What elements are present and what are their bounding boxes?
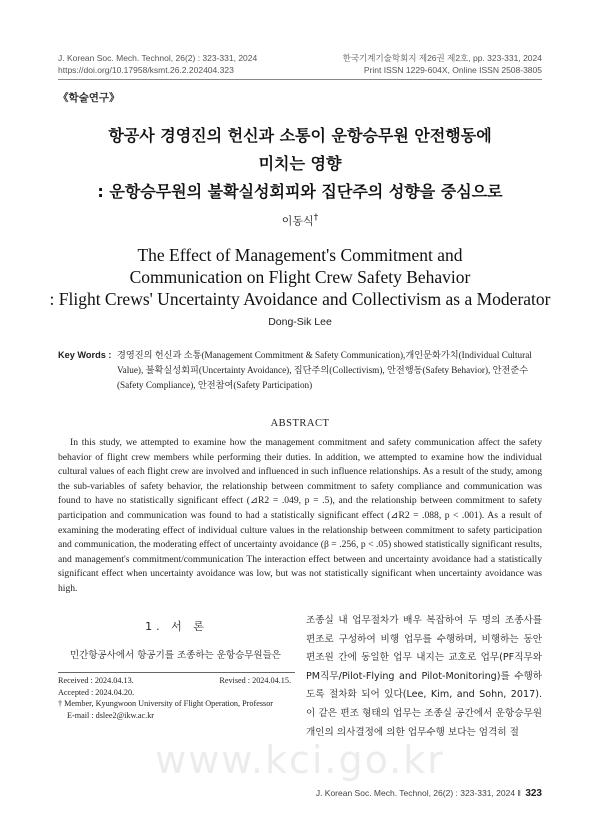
running-header-right [343, 52, 542, 76]
title-english-line-2: Communication on Flight Crew Safety Behavior [129, 267, 471, 287]
intro-paragraph-left: 민간항공사에서 항공기를 조종하는 운항승무원들은 [70, 650, 281, 661]
title-english [40, 244, 560, 310]
abstract-text: In this study, we attempted to examine how the management commitment and safety communication affect the safety behavior of flight crew members while performing their duties. In addition, we attempted to examine how the individual cultural values of each flight crew are involved and influenced in such influence relationships. As a result of the study, among the sub-variables of safety behavior, the relationship between commitment to safety compliance and communication was found to have no statistically significant effect (⊿R2 = .049, p = .5), and the relationship between commitment to safety participation and communication was found to had a statistically significant effect (⊿R2 = .088, p < .001). As a result of examining the moderating effect of individual culture values in the relationship between commitment to safety participation and communication, the moderating effect of uncertainty avoidance (β = .256, p < .05) showed statistically significant results, and management's commitment/communication The interaction effect between and uncertainty avoidance had a statistically significant effect when uncertainty avoidance was low, but was not statistically significant when uncertainty avoidance was high. [58, 437, 542, 594]
journal-citation-kr: 한국기계기술학회지 제26권 제2호, pp. 323-331, 2024 [342, 53, 542, 63]
journal-citation-en: J. Korean Soc. Mech. Technol, 26(2) : 323-331, 2024 [58, 53, 258, 63]
title-korean-line-2: 미치는 영향 [258, 154, 342, 173]
header-divider [58, 79, 542, 80]
section-1-heading: 1. 서 론 [145, 620, 208, 633]
section-tag: 《학술연구》 [58, 92, 120, 104]
accepted-date: Accepted : 2024.04.20. [58, 687, 135, 697]
intro-paragraph-right: 조종실 내 업무절차가 배우 복잡하여 두 명의 조종사를 편조로 구성하여 비행 업무를 수행하며, 비행하는 동안 편조원 간에 동일한 업무 내지는 교호로 업무(PF직무와 PM직무/Pilot-Flying and Pilot-Monitoring)를 수행하도록 절차화 되어 있다(Lee, Kim, and Sohn, 2017). 이 같은 편조 형태의 업무는 조종실 공간에서 운항승무원 개인의 의사결정에 의한 업무수행 보다는 엄격히 절 [306, 615, 542, 738]
author-email[interactable]: E-mail : dslee2@ikw.ac.kr [67, 710, 155, 720]
title-korean-line-3: : 운항승무원의 불확실성회피와 집단주의 성향을 중심으로 [97, 182, 503, 201]
footnotes [58, 675, 295, 721]
keywords-label: Key Words : [58, 350, 112, 360]
author-korean [0, 212, 600, 229]
page-footer [316, 788, 542, 799]
keywords-text: 경영진의 헌신과 소통(Management Commitment & Safety Communication),개인문화가치(Individual Cultural Value), 불확실성회피(Uncertainty Avoidance), 집단주의(Collectivism), 안전행동(Safety Behavior), 안전준수(Safety Compliance), 안전참여(Safety Participation) [117, 350, 532, 390]
author-korean-name: 이동식 [281, 214, 314, 228]
page-number: 323 [525, 788, 542, 799]
received-date: Received : 2024.04.13. [58, 676, 134, 685]
corresponding-author-mark: † [313, 212, 319, 223]
title-english-line-3: : Flight Crews' Uncertainty Avoidance and Collectivism as a Moderator [49, 289, 551, 309]
keywords-block [58, 348, 542, 393]
title-korean [40, 122, 560, 206]
author-affiliation: † Member, Kyungwoon University of Flight Operation, Professor [58, 699, 274, 708]
watermark-logo: www.kci.go.kr [155, 738, 445, 782]
footnote-divider [58, 672, 295, 673]
doi-link[interactable]: https://doi.org/10.17958/ksmt.26.2.202404.323 [58, 65, 234, 75]
author-english: Dong-Sik Lee [268, 316, 332, 328]
revised-date: Revised : 2024.04.15. [219, 676, 291, 685]
abstract-heading: ABSTRACT [270, 418, 330, 429]
title-korean-line-1: 항공사 경영진의 헌신과 소통이 운항승무원 안전행동에 [108, 126, 492, 145]
running-header-left [58, 52, 257, 76]
footer-citation: J. Korean Soc. Mech. Technol, 26(2) : 323-331, 2024 ‖ [315, 788, 521, 798]
title-english-line-1: The Effect of Management's Commitment and [137, 245, 463, 265]
issn-info: Print ISSN 1229-604X, Online ISSN 2508-3805 [363, 65, 542, 75]
